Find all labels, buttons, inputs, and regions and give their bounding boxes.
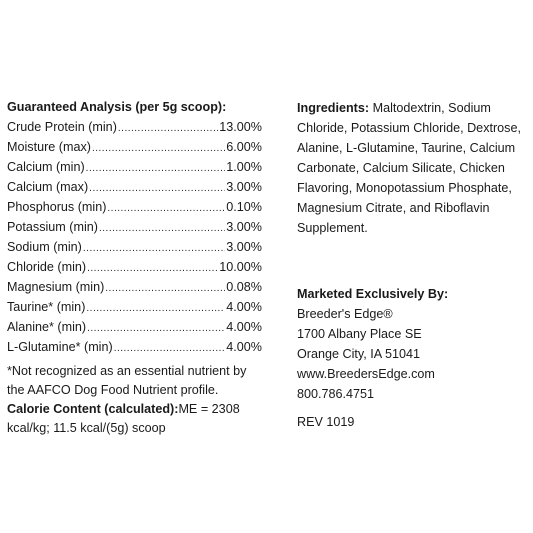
guaranteed-analysis-title: Guaranteed Analysis (per 5g scoop): — [7, 100, 227, 114]
leader-dots — [89, 179, 225, 198]
nutrient-row — [7, 158, 262, 178]
nutrient-row — [7, 178, 262, 198]
nutrient-name: Chloride (min) — [7, 260, 87, 274]
nutrient-name: Taurine* (min) — [7, 300, 86, 314]
nutrient-row — [7, 118, 262, 138]
nutrient-name: Alanine* (min) — [7, 320, 87, 334]
nutrient-name: L-Glutamine* (min) — [7, 340, 113, 354]
nutrient-name: Sodium (min) — [7, 240, 82, 254]
marketed-by-section — [297, 284, 529, 404]
leader-dots — [83, 239, 225, 258]
nutrient-value: 6.00% — [226, 140, 262, 154]
phone-number: 800.786.4751 — [297, 387, 375, 401]
nutrient-row — [7, 318, 262, 338]
calorie-label: Calorie Content (calculated): — [7, 402, 179, 416]
guaranteed-analysis-section — [7, 98, 262, 438]
leader-dots — [105, 279, 225, 298]
nutrient-name: Crude Protein (min) — [7, 120, 117, 134]
nutrient-row — [7, 338, 262, 358]
nutrient-value: 4.00% — [226, 300, 262, 314]
leader-dots — [87, 319, 225, 338]
nutrient-value: 13.00% — [219, 120, 262, 134]
nutrient-row — [7, 218, 262, 238]
company-name: Breeder's Edge® — [297, 307, 393, 321]
nutrient-name: Potassium (min) — [7, 220, 98, 234]
ingredients-section — [297, 98, 529, 238]
aafco-footnote: *Not recognized as an essential nutrient by the AAFCO Dog Food Nutrient profile. — [7, 364, 247, 397]
nutrient-value: 3.00% — [226, 240, 262, 254]
ingredients-label: Ingredients: — [297, 101, 370, 115]
nutrient-row — [7, 258, 262, 278]
leader-dots — [99, 219, 225, 238]
nutrient-value: 0.10% — [226, 200, 262, 214]
address-line-2: Orange City, IA 51041 — [297, 347, 420, 361]
nutrient-name: Magnesium (min) — [7, 280, 105, 294]
nutrient-value: 4.00% — [226, 340, 262, 354]
leader-dots — [87, 259, 218, 278]
website: www.BreedersEdge.com — [297, 367, 435, 381]
leader-dots — [114, 339, 226, 358]
calorie-content — [7, 400, 262, 438]
nutrient-row — [7, 238, 262, 258]
nutrient-value: 4.00% — [226, 320, 262, 334]
nutrient-name: Calcium (max) — [7, 180, 89, 194]
nutrient-row — [7, 278, 262, 298]
nutrient-row — [7, 138, 262, 158]
leader-dots — [86, 299, 225, 318]
leader-dots — [86, 159, 226, 178]
ingredients-text: Maltodextrin, Sodium Chloride, Potassium Chloride, Dextrose, Alanine, L-Glutamine, Taurine, Calcium Carbonate, Calcium Silicate, Chicken Flavoring, Monopotassium Phosphate, Magnesium Citrate, and Riboflavin Supplement. — [297, 101, 521, 235]
nutrient-name: Moisture (max) — [7, 140, 91, 154]
address-line-1: 1700 Albany Place SE — [297, 327, 422, 341]
leader-dots — [118, 119, 218, 138]
nutrient-value: 10.00% — [219, 260, 262, 274]
nutrient-value: 3.00% — [226, 180, 262, 194]
nutrient-value: 0.08% — [226, 280, 262, 294]
nutrient-name: Phosphorus (min) — [7, 200, 107, 214]
nutrient-value: 1.00% — [226, 160, 262, 174]
nutrient-value: 3.00% — [226, 220, 262, 234]
leader-dots — [92, 139, 225, 158]
nutrient-name: Calcium (min) — [7, 160, 85, 174]
leader-dots — [107, 199, 225, 218]
marketed-title: Marketed Exclusively By: — [297, 287, 449, 301]
nutrient-row — [7, 298, 262, 318]
revision-code: REV 1019 — [297, 415, 355, 429]
nutrient-row — [7, 198, 262, 218]
calorie-value: ME = 2308 kcal/kg; 11.5 kcal/(5g) scoop — [7, 402, 240, 435]
